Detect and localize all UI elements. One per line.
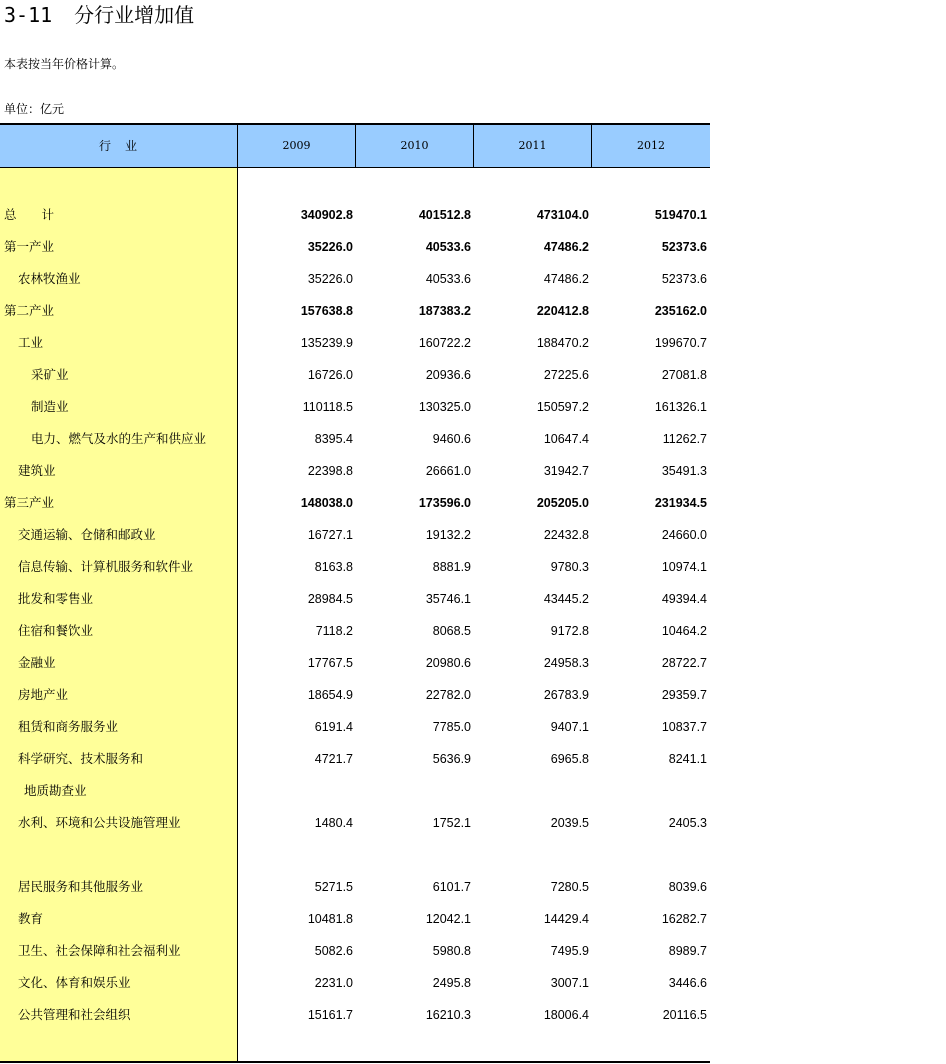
row-value-2011: 6965.8 (550, 752, 589, 766)
row-value-2012: 10837.7 (661, 720, 707, 734)
row-value-2009: 7118.2 (315, 624, 353, 638)
row-value-2009: 157638.8 (300, 304, 353, 318)
row-value-2012: 52373.6 (661, 240, 707, 254)
row-value-2010: 8068.5 (432, 624, 471, 638)
row-label: 农林牧渔业 (18, 271, 81, 286)
table-row (0, 903, 710, 935)
row-label: 第二产业 (4, 303, 55, 318)
row-value-2011: 9172.8 (550, 624, 589, 638)
row-value-2010: 40533.6 (425, 272, 471, 286)
row-value-2012: 199670.7 (654, 336, 707, 350)
row-value-2010: 173596.0 (418, 496, 471, 510)
row-label: 文化、体育和娱乐业 (18, 975, 131, 990)
row-value-2012: 231934.5 (654, 496, 707, 510)
row-value-2009: 10481.8 (307, 912, 353, 926)
row-value-2012: 2405.3 (668, 816, 707, 830)
header-year-2011: 2011 (518, 139, 547, 152)
table-row (0, 519, 710, 551)
row-label: 房地产业 (18, 687, 69, 702)
row-value-2009: 5271.5 (314, 880, 353, 894)
row-value-2012: 24660.0 (661, 528, 707, 542)
row-value-2009: 16727.1 (307, 528, 353, 542)
row-value-2012: 10464.2 (661, 624, 707, 638)
row-label: 建筑业 (18, 463, 56, 478)
table-row (0, 999, 710, 1031)
row-value-2010: 40533.6 (425, 240, 471, 254)
table-row (0, 199, 710, 231)
table-row (0, 487, 710, 519)
row-value-2011: 9407.1 (550, 720, 589, 734)
row-value-2010: 20936.6 (425, 368, 471, 382)
header-year-2009: 2009 (282, 139, 311, 152)
table-row (0, 551, 710, 583)
table-row (0, 679, 710, 711)
row-value-2010: 187383.2 (418, 304, 471, 318)
row-value-2009: 16726.0 (307, 368, 353, 382)
row-value-2009: 2231.0 (314, 976, 353, 990)
header-industry: 行 业 (98, 139, 138, 153)
row-value-2009: 28984.5 (307, 592, 353, 606)
row-value-2010: 12042.1 (425, 912, 471, 926)
table-bottom-border (0, 1061, 710, 1063)
row-value-2011: 3007.1 (550, 976, 589, 990)
row-value-2010: 22782.0 (425, 688, 471, 702)
row-value-2010: 130325.0 (418, 400, 471, 414)
table-row (0, 295, 710, 327)
row-value-2012: 235162.0 (654, 304, 707, 318)
row-value-2010: 401512.8 (418, 208, 471, 222)
row-value-2011: 220412.8 (536, 304, 589, 318)
table-row (0, 327, 710, 359)
row-value-2011: 24958.3 (543, 656, 589, 670)
row-value-2011: 18006.4 (543, 1008, 589, 1022)
table-note: 本表按当年价格计算。 (4, 57, 125, 71)
row-value-2012: 49394.4 (661, 592, 707, 606)
row-value-2010: 16210.3 (425, 1008, 471, 1022)
row-label: 教育 (18, 911, 44, 926)
row-label: 信息传输、计算机服务和软件业 (18, 559, 194, 574)
row-value-2009: 35226.0 (307, 240, 353, 254)
row-value-2010: 8881.9 (432, 560, 471, 574)
row-value-2012: 519470.1 (654, 208, 707, 222)
row-value-2009: 340902.8 (300, 208, 353, 222)
row-value-2011: 27225.6 (543, 368, 589, 382)
row-value-2011: 2039.5 (550, 816, 589, 830)
row-label: 第一产业 (4, 239, 55, 254)
table-row (0, 231, 710, 263)
row-value-2009: 8163.8 (314, 560, 353, 574)
row-value-2011: 47486.2 (543, 272, 589, 286)
table-row (0, 455, 710, 487)
row-label: 水利、环境和公共设施管理业 (18, 815, 181, 830)
row-label: 卫生、社会保障和社会福利业 (18, 943, 181, 958)
row-value-2009: 15161.7 (307, 1008, 353, 1022)
table-row (0, 743, 710, 775)
row-value-2010: 2495.8 (432, 976, 471, 990)
row-label: 居民服务和其他服务业 (18, 879, 144, 894)
row-label: 科学研究、技术服务和 (18, 751, 144, 766)
row-label: 住宿和餐饮业 (18, 623, 94, 638)
row-label: 制造业 (31, 399, 69, 414)
row-value-2009: 17767.5 (307, 656, 353, 670)
table-row (0, 967, 710, 999)
table-row (0, 391, 710, 423)
row-value-2009: 18654.9 (307, 688, 353, 702)
row-label: 公共管理和社会组织 (18, 1007, 131, 1022)
row-label: 第三产业 (4, 495, 55, 510)
row-label: 电力、燃气及水的生产和供应业 (31, 431, 207, 446)
row-value-2009: 8395.4 (314, 432, 353, 446)
row-value-2011: 188470.2 (536, 336, 589, 350)
row-value-2010: 5980.8 (432, 944, 471, 958)
row-value-2012: 8241.1 (668, 752, 707, 766)
table-number: 3-11 (4, 3, 53, 27)
table-row (0, 839, 710, 871)
row-value-2009: 110118.5 (302, 400, 353, 414)
data-table (0, 123, 710, 1064)
row-value-2012: 16282.7 (661, 912, 707, 926)
header-year-2010: 2010 (400, 139, 429, 152)
row-value-2010: 9460.6 (432, 432, 471, 446)
row-value-2011: 14429.4 (543, 912, 589, 926)
row-value-2012: 11262.7 (662, 432, 707, 446)
row-value-2011: 10647.4 (543, 432, 589, 446)
row-value-2009: 4721.7 (314, 752, 353, 766)
row-label: 交通运输、仓储和邮政业 (18, 527, 156, 542)
unit-label: 单位：亿元 (4, 102, 65, 116)
row-value-2010: 20980.6 (425, 656, 471, 670)
row-label: 地质勘查业 (24, 783, 87, 798)
row-value-2010: 1752.1 (432, 816, 471, 830)
row-label: 采矿业 (31, 367, 69, 382)
row-value-2012: 52373.6 (661, 272, 707, 286)
row-value-2010: 160722.2 (418, 336, 471, 350)
header-divider (473, 125, 474, 167)
row-value-2010: 35746.1 (425, 592, 471, 606)
table-row (0, 423, 710, 455)
row-value-2009: 1480.4 (314, 816, 353, 830)
row-value-2012: 8989.7 (668, 944, 707, 958)
table-title: 分行业增加值 (74, 3, 195, 27)
header-year-2012: 2012 (637, 139, 665, 152)
row-value-2010: 7785.0 (432, 720, 471, 734)
row-value-2010: 5636.9 (432, 752, 471, 766)
row-value-2011: 150597.2 (536, 400, 589, 414)
page-title (4, 2, 194, 28)
row-label: 批发和零售业 (18, 591, 94, 606)
row-label: 租赁和商务服务业 (18, 719, 119, 734)
row-label: 金融业 (18, 655, 56, 670)
row-value-2009: 148038.0 (300, 496, 353, 510)
row-value-2011: 26783.9 (543, 688, 589, 702)
row-value-2011: 205205.0 (536, 496, 589, 510)
table-row (0, 583, 710, 615)
header-divider (355, 125, 356, 167)
row-value-2011: 43445.2 (543, 592, 589, 606)
table-row (0, 711, 710, 743)
row-value-2009: 135239.9 (300, 336, 353, 350)
table-row (0, 775, 710, 807)
row-value-2010: 26661.0 (425, 464, 471, 478)
table-row (0, 807, 710, 839)
row-value-2011: 9780.3 (550, 560, 589, 574)
row-value-2009: 35226.0 (307, 272, 353, 286)
row-value-2009: 5082.6 (314, 944, 353, 958)
row-value-2012: 20116.5 (662, 1008, 707, 1022)
row-value-2012: 8039.6 (668, 880, 707, 894)
row-value-2011: 31942.7 (543, 464, 589, 478)
row-value-2012: 28722.7 (661, 656, 707, 670)
table-row (0, 359, 710, 391)
table-row (0, 615, 710, 647)
table-row (0, 263, 710, 295)
row-value-2012: 3446.6 (668, 976, 707, 990)
row-value-2012: 161326.1 (654, 400, 707, 414)
row-label: 工业 (18, 335, 44, 350)
row-value-2010: 19132.2 (425, 528, 471, 542)
row-value-2012: 27081.8 (661, 368, 707, 382)
table-row (0, 935, 710, 967)
row-value-2011: 7280.5 (550, 880, 589, 894)
row-value-2011: 473104.0 (536, 208, 589, 222)
row-value-2012: 35491.3 (661, 464, 707, 478)
table-row (0, 871, 710, 903)
row-value-2009: 6191.4 (314, 720, 353, 734)
row-value-2010: 6101.7 (432, 880, 471, 894)
header-divider (591, 125, 592, 167)
row-value-2011: 22432.8 (543, 528, 589, 542)
row-label: 总 计 (4, 207, 55, 222)
row-value-2012: 29359.7 (661, 688, 707, 702)
row-value-2011: 47486.2 (543, 240, 589, 254)
row-value-2011: 7495.9 (550, 944, 589, 958)
row-value-2012: 10974.1 (661, 560, 707, 574)
row-value-2009: 22398.8 (307, 464, 353, 478)
table-row (0, 647, 710, 679)
